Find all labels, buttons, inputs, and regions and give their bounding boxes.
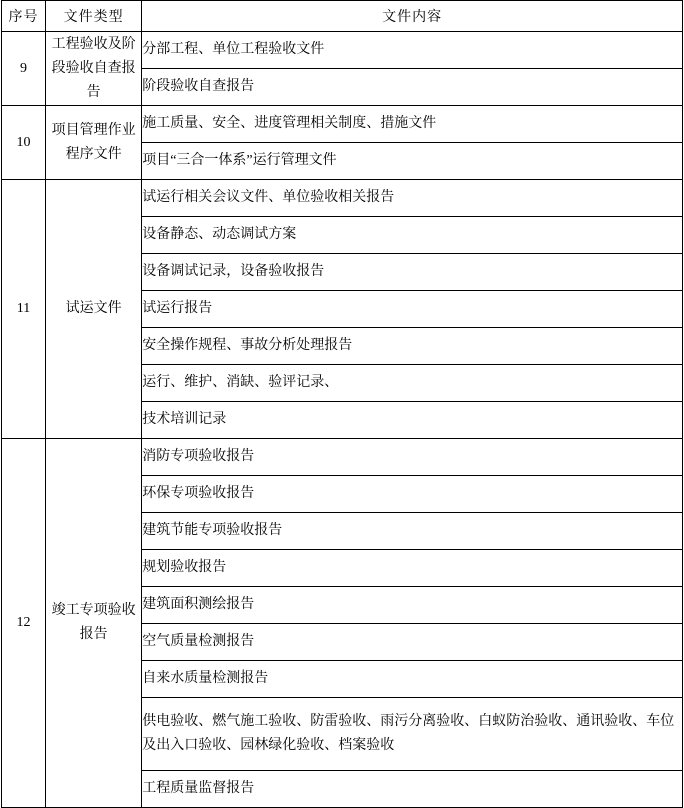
table-row bbox=[2, 439, 683, 476]
cell-content: 运行、维护、消缺、验评记录、 bbox=[142, 365, 683, 402]
cell-content: 规划验收报告 bbox=[142, 550, 683, 587]
cell-content: 试运行报告 bbox=[142, 291, 683, 328]
cell-content: 环保专项验收报告 bbox=[142, 476, 683, 513]
cell-sequence: 12 bbox=[2, 439, 46, 808]
cell-content: 项目“三合一体系”运行管理文件 bbox=[142, 143, 683, 180]
cell-sequence: 10 bbox=[2, 106, 46, 180]
cell-content: 建筑节能专项验收报告 bbox=[142, 513, 683, 550]
cell-content: 设备调试记录，设备验收报告 bbox=[142, 254, 683, 291]
cell-content: 设备静态、动态调试方案 bbox=[142, 217, 683, 254]
column-header-content: 文件内容 bbox=[142, 1, 683, 32]
cell-content: 阶段验收自查报告 bbox=[142, 69, 683, 106]
cell-content: 消防专项验收报告 bbox=[142, 439, 683, 476]
cell-content: 自来水质量检测报告 bbox=[142, 661, 683, 698]
cell-sequence: 11 bbox=[2, 180, 46, 439]
cell-content: 供电验收、燃气施工验收、防雷验收、雨污分离验收、白蚁防治验收、通讯验收、车位及出入口验收、园林绿化验收、档案验收 bbox=[142, 698, 683, 771]
column-header-sequence: 序号 bbox=[2, 1, 46, 32]
cell-content: 技术培训记录 bbox=[142, 402, 683, 439]
cell-content: 安全操作规程、事故分析处理报告 bbox=[142, 328, 683, 365]
cell-type: 竣工专项验收报告 bbox=[46, 439, 142, 808]
table-row bbox=[2, 180, 683, 217]
table-header-row bbox=[2, 1, 683, 32]
table-row bbox=[2, 32, 683, 69]
table-row bbox=[2, 106, 683, 143]
cell-content: 分部工程、单位工程验收文件 bbox=[142, 32, 683, 69]
cell-type: 项目管理作业程序文件 bbox=[46, 106, 142, 180]
cell-content: 工程质量监督报告 bbox=[142, 771, 683, 808]
column-header-type: 文件类型 bbox=[46, 1, 142, 32]
cell-content: 空气质量检测报告 bbox=[142, 624, 683, 661]
cell-type: 试运文件 bbox=[46, 180, 142, 439]
cell-type: 工程验收及阶段验收自查报告 bbox=[46, 32, 142, 106]
cell-content: 试运行相关会议文件、单位验收相关报告 bbox=[142, 180, 683, 217]
document-table bbox=[1, 0, 683, 808]
cell-content: 建筑面积测绘报告 bbox=[142, 587, 683, 624]
cell-content: 施工质量、安全、进度管理相关制度、措施文件 bbox=[142, 106, 683, 143]
cell-sequence: 9 bbox=[2, 32, 46, 106]
